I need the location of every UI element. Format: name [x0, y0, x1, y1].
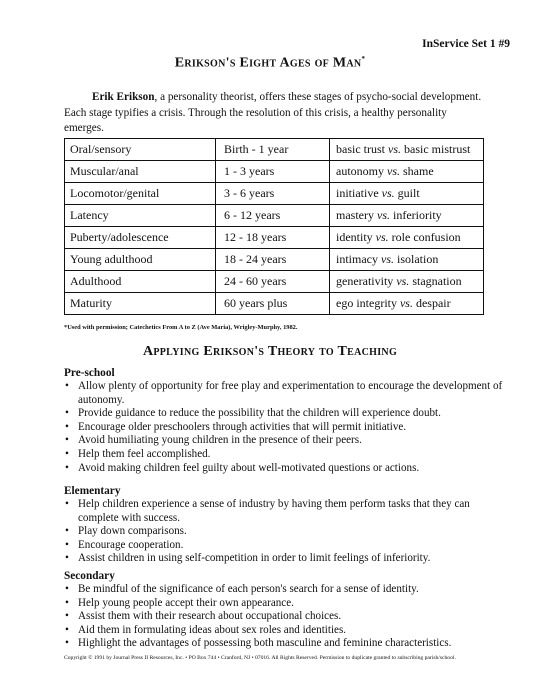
- age-cell: 12 - 18 years: [216, 227, 330, 249]
- list-item: • Assist children in using self-competition in order to limit feelings of inferiority.: [64, 552, 504, 566]
- table-row: [65, 293, 484, 315]
- crisis-positive: generativity: [336, 274, 394, 288]
- set-label: InService Set 1 #9: [422, 38, 510, 50]
- crisis-cell: [330, 227, 484, 249]
- stage-cell: Muscular/anal: [65, 161, 216, 183]
- versus-label: vs.: [377, 208, 390, 222]
- crisis-cell: [330, 139, 484, 161]
- list-item: • Encourage older preschoolers through activities that will permit initiative.: [64, 421, 504, 435]
- crisis-negative: isolation: [397, 252, 439, 266]
- crisis-negative: inferiority: [393, 208, 442, 222]
- table-row: [65, 161, 484, 183]
- secondary-section: [64, 569, 504, 651]
- crisis-negative: shame: [403, 164, 434, 178]
- age-cell: Birth - 1 year: [216, 139, 330, 161]
- table-row: [65, 139, 484, 161]
- versus-label: vs.: [388, 142, 401, 156]
- crisis-cell: [330, 271, 484, 293]
- secondary-list: [64, 583, 504, 651]
- crisis-positive: ego integrity: [336, 296, 397, 310]
- list-item: • Encourage cooperation.: [64, 539, 504, 553]
- list-item: • Provide guidance to reduce the possibility that the children will experience doubt.: [64, 407, 504, 421]
- age-cell: 18 - 24 years: [216, 249, 330, 271]
- preschool-section: [64, 366, 504, 475]
- title-footnote-mark: *: [361, 55, 366, 63]
- crisis-negative: basic mistrust: [404, 142, 471, 156]
- section-title: Applying Erikson's Theory to Teaching: [142, 344, 398, 359]
- age-cell: 1 - 3 years: [216, 161, 330, 183]
- list-item: • Help them feel accomplished.: [64, 448, 504, 462]
- crisis-negative: despair: [415, 296, 451, 310]
- crisis-cell: [330, 161, 484, 183]
- age-cell: 3 - 6 years: [216, 183, 330, 205]
- versus-label: vs.: [375, 230, 389, 244]
- elementary-list: [64, 498, 504, 566]
- stage-cell: Adulthood: [65, 271, 216, 293]
- intro-paragraph: [64, 90, 489, 137]
- preschool-list: [64, 380, 504, 475]
- crisis-negative: stagnation: [412, 274, 462, 288]
- elementary-heading: Elementary: [64, 485, 121, 497]
- crisis-positive: intimacy: [336, 252, 378, 266]
- list-item: • Assist them with their research about occupational choices.: [64, 610, 504, 624]
- crisis-positive: initiative: [336, 186, 379, 200]
- list-item: • Allow plenty of opportunity for free play and experimentation to encourage the development of autonomy.: [64, 380, 504, 407]
- title-text: Erikson's Eight Ages of Man: [174, 55, 362, 71]
- crisis-positive: basic trust: [336, 142, 385, 156]
- intro-text: , a personality theorist, offers these stages of psycho-social development. Each stage typifies a crisis. Through the resolution of this crisis, a healthy personality emerges.: [64, 91, 482, 135]
- stage-cell: Maturity: [65, 293, 216, 315]
- table-row: [65, 271, 484, 293]
- stage-cell: Young adulthood: [65, 249, 216, 271]
- table-row: [65, 249, 484, 271]
- versus-label: vs.: [387, 164, 400, 178]
- crisis-negative: role confusion: [391, 230, 461, 244]
- crisis-positive: mastery: [336, 208, 374, 222]
- list-item: • Be mindful of the significance of each person's search for a sense of identity.: [64, 583, 504, 597]
- intro-name: Erik Erikson: [92, 91, 155, 104]
- list-item: • Play down comparisons.: [64, 525, 504, 539]
- stage-cell: Latency: [65, 205, 216, 227]
- crisis-cell: [330, 293, 484, 315]
- crisis-cell: [330, 183, 484, 205]
- stage-cell: Puberty/adolescence: [65, 227, 216, 249]
- table-row: [65, 205, 484, 227]
- crisis-positive: autonomy: [336, 164, 384, 178]
- permission-note: *Used with permission; Catechetics From A to Z (Ave Maria), Wrigley-Murphy, 1982.: [64, 324, 298, 331]
- versus-label: vs.: [381, 186, 395, 200]
- stage-cell: Oral/sensory: [65, 139, 216, 161]
- table-row: [65, 183, 484, 205]
- stages-table: [64, 138, 484, 315]
- table-row: [65, 227, 484, 249]
- age-cell: 60 years plus: [216, 293, 330, 315]
- preschool-heading: Pre-school: [64, 367, 115, 379]
- stage-cell: Locomotor/genital: [65, 183, 216, 205]
- copyright-line: Copyright © 1991 by Journal Press II Resources, Inc. • PO Box 744 • Cranford, NJ • 07016. All Rights Reserved. Permission to duplicate granted to subscribing parish/school.: [64, 655, 456, 661]
- age-cell: 6 - 12 years: [216, 205, 330, 227]
- versus-label: vs.: [399, 296, 413, 310]
- crisis-positive: identity: [336, 230, 373, 244]
- list-item: • Help young people accept their own appearance.: [64, 597, 504, 611]
- crisis-cell: [330, 249, 484, 271]
- list-item: • Avoid humiliating young children in the presence of their peers.: [64, 434, 504, 448]
- crisis-negative: guilt: [397, 186, 420, 200]
- page-title: [0, 55, 540, 72]
- list-item: • Avoid making children feel guilty about well-motivated questions or actions.: [64, 462, 504, 476]
- versus-label: vs.: [381, 252, 394, 266]
- secondary-heading: Secondary: [64, 570, 115, 582]
- crisis-cell: [330, 205, 484, 227]
- versus-label: vs.: [396, 274, 410, 288]
- list-item: • Help children experience a sense of industry by having them perform tasks that they can complete with success.: [64, 498, 504, 525]
- elementary-section: [64, 484, 504, 566]
- age-cell: 24 - 60 years: [216, 271, 330, 293]
- list-item: • Aid them in formulating ideas about sex roles and identities.: [64, 624, 504, 638]
- list-item: • Highlight the advantages of possessing both masculine and feminine characteristics.: [64, 637, 504, 651]
